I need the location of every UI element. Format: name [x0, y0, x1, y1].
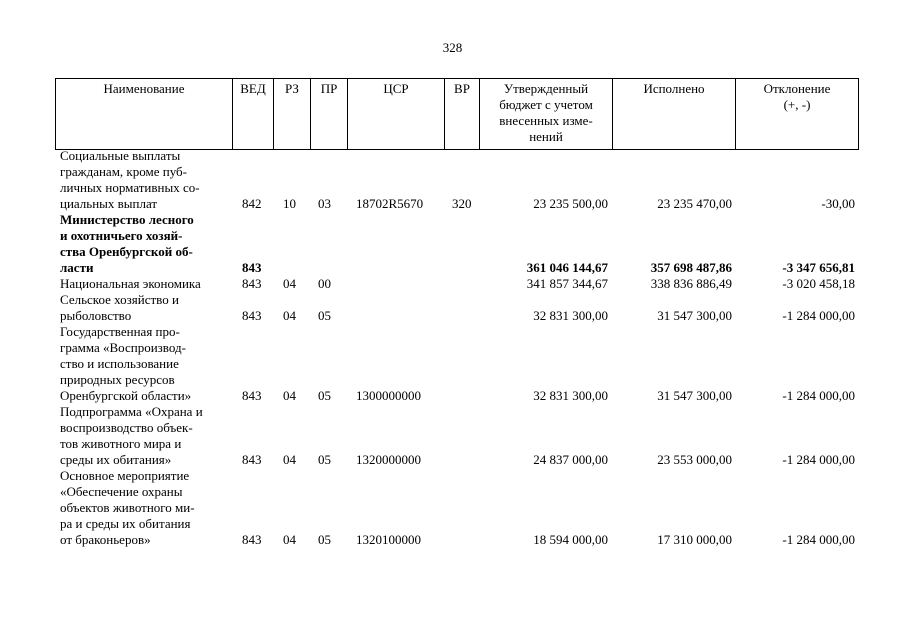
cell-done: 17 310 000,00	[657, 532, 732, 547]
cell-done: 31 547 300,00	[657, 308, 732, 323]
cell-rz: 04	[283, 452, 296, 467]
cell-rz: 04	[283, 532, 296, 547]
cell-budget: 361 046 144,67	[526, 260, 608, 275]
cell-rz: 10	[283, 196, 296, 211]
table-row	[0, 404, 905, 468]
cell-budget: 32 831 300,00	[533, 388, 608, 403]
cell-ved: 843	[242, 260, 262, 275]
row-name: Национальная экономика	[60, 276, 201, 291]
table-header	[55, 78, 859, 150]
table-body	[0, 148, 905, 548]
cell-csr: 1300000000	[356, 388, 421, 403]
table-row	[0, 324, 905, 404]
cell-pr: 05	[318, 452, 331, 467]
table-row	[0, 212, 905, 276]
cell-budget: 32 831 300,00	[533, 308, 608, 323]
cell-pr: 03	[318, 196, 331, 211]
table-row	[0, 276, 905, 292]
cell-dev: -1 284 000,00	[782, 532, 855, 547]
cell-pr: 05	[318, 532, 331, 547]
cell-dev: -1 284 000,00	[782, 388, 855, 403]
page-number: 328	[442, 40, 463, 55]
column-header-budget: Утвержденный бюджет с учетом внесенных изме- нений	[480, 79, 613, 150]
cell-pr: 00	[318, 276, 331, 291]
column-header-pr: ПР	[311, 79, 348, 150]
column-header-vr: ВР	[445, 79, 480, 150]
table-row	[0, 148, 905, 212]
row-name: Основное мероприятие «Обеспечение охраны объектов животного ми- ра и среды их обитания от браконьеров»	[60, 468, 195, 547]
row-name: Сельское хозяйство и рыболовство	[60, 292, 179, 323]
cell-csr: 1320000000	[356, 452, 421, 467]
cell-vr: 320	[452, 196, 472, 211]
row-name: Министерство лесного и охотничьего хозяй- ства Оренбургской об- ласти	[60, 212, 194, 275]
row-name: Государственная про- грамма «Воспроизвод- ство и использование природных ресурсов Оренбургской области»	[60, 324, 192, 403]
cell-pr: 05	[318, 308, 331, 323]
cell-ved: 843	[242, 388, 262, 403]
cell-ved: 843	[242, 532, 262, 547]
cell-dev: -1 284 000,00	[782, 452, 855, 467]
cell-ved: 842	[242, 196, 262, 211]
cell-done: 31 547 300,00	[657, 388, 732, 403]
cell-rz: 04	[283, 276, 296, 291]
cell-ved: 843	[242, 276, 262, 291]
cell-done: 23 235 470,00	[657, 196, 732, 211]
cell-budget: 18 594 000,00	[533, 532, 608, 547]
cell-rz: 04	[283, 388, 296, 403]
cell-rz: 04	[283, 308, 296, 323]
cell-ved: 843	[242, 452, 262, 467]
table-row	[0, 292, 905, 324]
cell-dev: -1 284 000,00	[782, 308, 855, 323]
cell-dev: -3 020 458,18	[782, 276, 855, 291]
column-header-name: Наименование	[56, 79, 233, 150]
column-header-deviation: Отклонение (+, -)	[736, 79, 859, 150]
column-header-csr: ЦСР	[348, 79, 445, 150]
cell-csr: 1320100000	[356, 532, 421, 547]
cell-budget: 23 235 500,00	[533, 196, 608, 211]
cell-budget: 341 857 344,67	[526, 276, 608, 291]
cell-csr: 18702R5670	[356, 196, 424, 211]
cell-pr: 05	[318, 388, 331, 403]
column-header-rz: РЗ	[274, 79, 311, 150]
column-header-ved: ВЕД	[233, 79, 274, 150]
cell-ved: 843	[242, 308, 262, 323]
column-header-done: Исполнено	[613, 79, 736, 150]
table-row	[0, 468, 905, 548]
cell-done: 338 836 886,49	[650, 276, 732, 291]
cell-dev: -30,00	[821, 196, 855, 211]
cell-done: 23 553 000,00	[657, 452, 732, 467]
cell-dev: -3 347 656,81	[782, 260, 855, 275]
row-name: Подпрограмма «Охрана и воспроизводство объек- тов животного мира и среды их обитания»	[60, 404, 203, 467]
cell-done: 357 698 487,86	[650, 260, 732, 275]
cell-budget: 24 837 000,00	[533, 452, 608, 467]
row-name: Социальные выплаты гражданам, кроме пуб- личных нормативных со- циальных выплат	[60, 148, 200, 211]
